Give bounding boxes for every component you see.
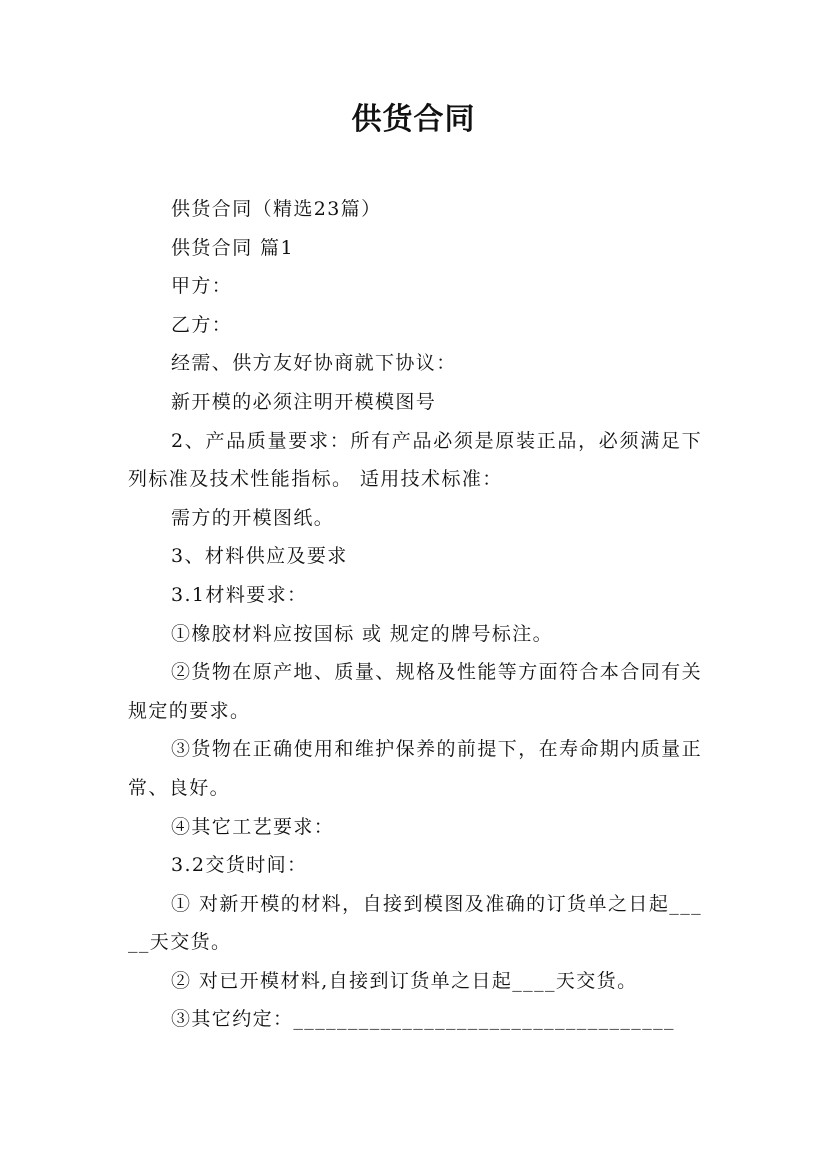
paragraph-agreement-intro: 经需、供方友好协商就下协议： <box>171 352 457 375</box>
paragraph-chapter-heading: 供货合同 篇1 <box>171 236 294 259</box>
paragraph-party-b: 乙方： <box>171 313 233 336</box>
paragraph-party-a: 甲方： <box>171 275 233 298</box>
paragraph-delivery-existing-mold: ② 对已开模材料,自接到订货单之日起____天交货。 <box>171 969 638 992</box>
paragraph-delivery-time: 3.2交货时间： <box>171 854 308 877</box>
paragraph-material-requirements: 3.1材料要求： <box>171 583 308 606</box>
paragraph-delivery-new-mold: ① 对新开模的材料，自接到模图及准确的订货单之日起_____天交货。 <box>128 892 702 954</box>
paragraph-mold-drawings: 需方的开模图纸。 <box>171 506 335 529</box>
paragraph-quality-requirements: 2、产品质量要求：所有产品必须是原装正品，必须满足下列标准及技术性能指标。 适用技术标准： <box>128 429 702 491</box>
paragraph-subtitle: 供货合同（精选23篇） <box>171 198 382 220</box>
document-title: 供货合同 <box>351 102 476 137</box>
paragraph-item-1: ①橡胶材料应按国标 或 规定的牌号标注。 <box>171 622 554 645</box>
paragraph-item-2: ②货物在原产地、质量、规格及性能等方面符合本合同有关规定的要求。 <box>128 661 702 722</box>
paragraph-item-3: ③货物在正确使用和维护保养的前提下，在寿命期内质量正常、良好。 <box>128 738 702 799</box>
paragraph-item-4: ④其它工艺要求： <box>171 815 335 838</box>
paragraph-mold-number: 新开模的必须注明开模模图号 <box>171 390 437 413</box>
paragraph-other-terms: ③其它约定：___________________________________ <box>171 1008 675 1031</box>
paragraph-material-supply: 3、材料供应及要求 <box>171 545 348 568</box>
document-body <box>128 190 702 1039</box>
